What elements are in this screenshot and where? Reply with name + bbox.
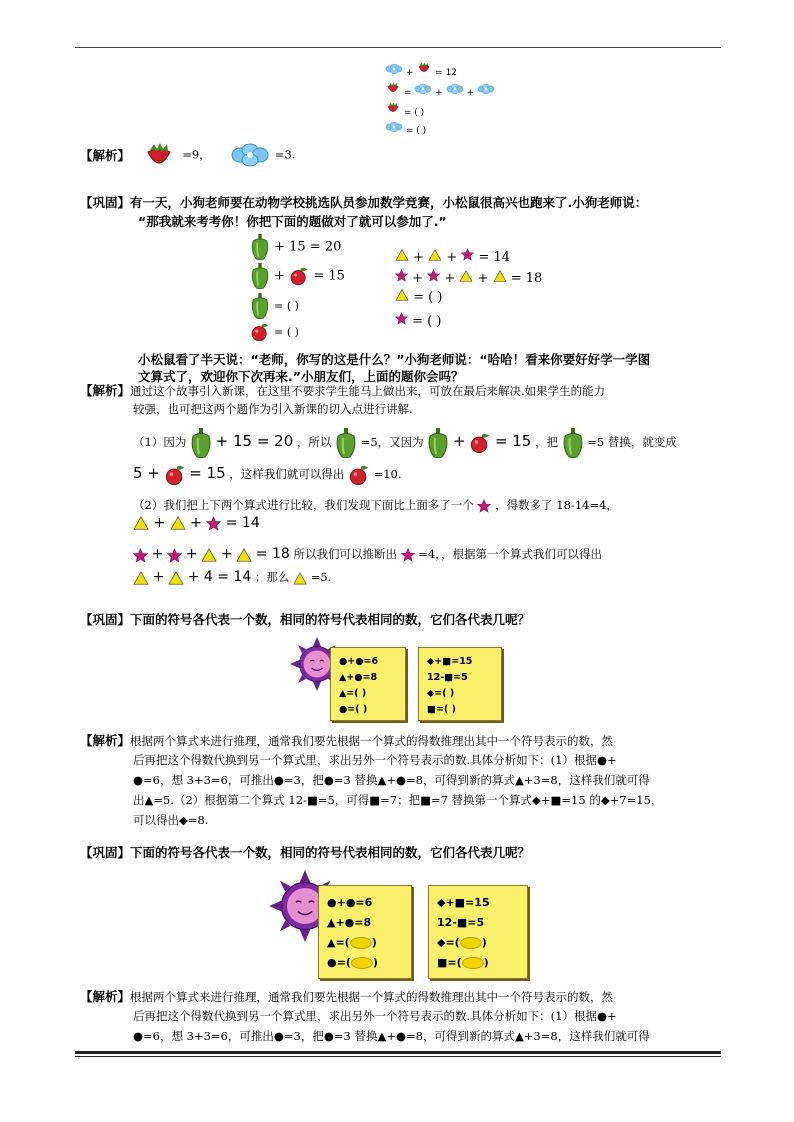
triangle-icon	[459, 270, 473, 282]
puzzle-card-1	[330, 647, 406, 721]
solution-text: =10.	[373, 467, 402, 481]
solution-text: 根据两个算式来进行推理，通常我们要先根据一个算式的得数推理出其中一个符号表示的数，然	[130, 734, 614, 748]
solution-step-2d	[133, 567, 331, 588]
answer-blank: = ( )	[274, 299, 299, 313]
solution-text: ，所以	[296, 435, 332, 449]
triangle-icon	[428, 249, 442, 261]
solution-text: 后再把这个得数代换到另一个算式里，求出另外一个符号表示的数.具体分析如下：(1）根据●+	[133, 1009, 617, 1023]
triangle-icon	[493, 270, 507, 282]
star-icon	[477, 499, 491, 513]
strawberry-icon	[416, 61, 432, 75]
solution-line	[133, 399, 413, 420]
solution-text: （2）我们把上下两个算式进行比较，我们发现下面比上面多了一个	[133, 498, 474, 512]
triangle-icon	[395, 249, 409, 261]
header-eq-line-4	[385, 121, 426, 136]
solution-line	[133, 770, 650, 791]
card-equation: ▲=( )	[339, 688, 367, 699]
pepper-icon	[427, 428, 449, 458]
header-rule	[75, 47, 721, 48]
answer-oval	[462, 957, 484, 969]
solution-text: ，把	[534, 435, 558, 449]
solution-line	[133, 750, 617, 771]
triangle-icon	[133, 516, 149, 530]
solution-text: 通过这个故事引入新课，在这里不要求学生能马上做出来，可放在最后来解决.如果学生的能力	[130, 384, 606, 398]
card-equation-blank	[437, 936, 487, 949]
equation-text: = 14	[478, 250, 511, 265]
question-text: 下面的符号各代表一个数，相同的符号代表相同的数，它们各代表几呢？	[130, 845, 531, 860]
equation-text: + 15 = 20	[274, 239, 342, 255]
plus-sign: +	[435, 88, 443, 98]
solution-text: （1）因为	[133, 435, 187, 449]
card-equation: ●=(	[327, 956, 351, 969]
question-line	[80, 843, 530, 861]
plus-sign: +	[220, 546, 233, 562]
triangle-icon	[293, 572, 307, 585]
plus-sign: +	[190, 515, 202, 531]
solution-text: =5.	[310, 570, 332, 584]
answer-oval	[350, 937, 372, 949]
triangle-icon	[133, 571, 149, 585]
answer-blank: = ( )	[413, 290, 443, 305]
question-line	[80, 610, 530, 628]
plus-sign: +	[444, 271, 456, 286]
question-text: 文算式了，欢迎你下次再来.”小朋友们，上面的题你会吗？	[138, 369, 464, 384]
solution-step-2b	[133, 515, 260, 531]
flower-icon	[385, 63, 403, 75]
plus-sign: +	[477, 271, 489, 286]
solution-text: 后再把这个得数代换到另一个算式里，求出另外一个符号表示的数.具体分析如下：(1）根据●+	[133, 753, 617, 767]
card-equation: ▲+●=8	[339, 672, 378, 683]
pepper-eq-2	[250, 263, 345, 289]
equation-text: + 15 = 20	[215, 432, 294, 450]
solution-text: ，得数多了 18-14=4，	[495, 498, 618, 512]
equation-text: = 18	[510, 271, 543, 286]
puzzle-card-2	[418, 647, 502, 721]
card-equation: ◆+■=15	[427, 656, 473, 667]
solution-text: ●=6，想 3+3=6，可推出●=3，把●=3 替换▲+●=8，可得到新的算式▲+3=8，这样我们就可得	[133, 1029, 650, 1043]
question-text: “那我就来考考你！你把下面的题做对了就可以参加了.”	[138, 214, 447, 229]
equation-text: + 4 = 14	[187, 569, 252, 585]
header-eq-line-1	[385, 61, 457, 78]
solution-step-1b	[133, 463, 402, 486]
answer-blank: = ( )	[405, 126, 427, 136]
question-line	[80, 193, 647, 211]
flower-icon	[385, 121, 403, 133]
radish-icon	[164, 464, 186, 486]
equation-text: = 15	[494, 432, 532, 450]
solution-line	[133, 1006, 617, 1027]
radish-icon	[469, 432, 491, 454]
solution-text: 较强，也可把这两个题作为引入新课的切入点进行讲解.	[133, 402, 413, 416]
plus-sign: +	[412, 271, 424, 286]
plus-sign: +	[153, 515, 166, 531]
solution-step-2c	[133, 544, 602, 565]
solution-line	[133, 790, 662, 811]
answer-oval	[351, 957, 373, 969]
strawberry-icon	[385, 81, 401, 95]
solution-line	[80, 986, 613, 1008]
card-equation: ▲+●=8	[327, 916, 372, 929]
equation-text: 5 +	[133, 464, 160, 482]
equation-text: = 15	[313, 268, 345, 284]
solution-text: 可以得出◆=8.	[133, 813, 209, 827]
question-text: 下面的符号各代表一个数，相同的符号代表相同的数，它们各代表几呢？	[130, 612, 531, 627]
triangle-icon	[236, 548, 252, 562]
solution-text: 根据两个算式来进行推理，通常我们要先根据一个算式的得数推理出其中一个符号表示的数，然	[130, 990, 614, 1004]
solution-text: ；那么	[254, 570, 290, 584]
card-equation: ◆=(	[437, 936, 460, 949]
answer-blank: = ( )	[403, 108, 425, 118]
plus-sign: +	[466, 88, 475, 98]
shape-eq-3	[395, 289, 442, 305]
radish-icon	[289, 266, 309, 286]
equation-result: = 12	[435, 68, 458, 78]
puzzle-card-1	[318, 885, 412, 979]
question-text: 有一天，小狗老师要在动物学校挑选队员参加数学竞赛，小松鼠很高兴也跑来了.小狗老师说：	[130, 195, 648, 210]
footer-rule-thin	[75, 1056, 721, 1057]
solution-step-1a	[133, 428, 677, 458]
card-equation: ▲=(	[327, 936, 350, 949]
equation-text: = 18	[255, 546, 290, 562]
card-equation-blank	[327, 956, 378, 969]
card-equation: ■=( )	[427, 704, 456, 715]
shape-eq-1	[395, 248, 510, 265]
card-equation: 12-■=5	[437, 916, 485, 929]
plus-sign: +	[151, 546, 164, 562]
flower-icon	[477, 83, 495, 95]
shape-eq-2	[395, 269, 542, 286]
card-equation-blank	[327, 936, 377, 949]
flower-icon	[446, 83, 464, 95]
flower-icon	[230, 142, 270, 168]
solution-tag: 【解析】	[80, 383, 131, 398]
plus-sign: +	[405, 68, 414, 78]
paren-close: )	[372, 956, 378, 969]
solution-text: 出▲=5.（2）根据第二个算式 12-■=5，可得■=7；把■=7 替换第一个算式◆+■=15 的◆+7=15，	[133, 793, 663, 807]
card-equation: ◆+■=15	[437, 896, 490, 909]
solution-1	[80, 140, 295, 170]
solution-text: ●=6，想 3+3=6，可推出●=3，把●=3 替换▲+●=8，可得到新的算式▲+3=8，这样我们就可得	[133, 773, 650, 787]
paren-close: )	[481, 936, 487, 949]
star-icon	[167, 548, 182, 563]
plus-sign: +	[446, 250, 458, 265]
solution-text: =4，，根据第一个算式我们可以得出	[418, 547, 602, 561]
pepper-icon	[190, 428, 212, 458]
star-icon	[395, 312, 408, 325]
solution-step-2a	[133, 495, 618, 516]
pepper-icon	[250, 234, 270, 260]
question-tag: 【巩固】	[80, 195, 131, 210]
triangle-icon	[201, 548, 217, 562]
star-icon	[427, 269, 440, 282]
radish-icon	[348, 464, 370, 486]
triangle-icon	[395, 289, 409, 301]
star-icon	[206, 516, 221, 531]
pepper-eq-3	[250, 293, 299, 319]
question-tag: 【巩固】	[80, 845, 131, 860]
radish-eq	[250, 322, 299, 342]
pepper-icon	[250, 293, 270, 319]
pepper-icon	[250, 263, 270, 289]
solution-tag: 【解析】	[80, 989, 131, 1004]
shape-eq-4	[395, 312, 441, 329]
header-eq-line-2	[385, 81, 495, 98]
star-icon	[395, 269, 408, 282]
flower-icon	[414, 83, 432, 95]
header-eq-line-3	[385, 101, 424, 118]
card-equation: 12-■=5	[427, 672, 468, 683]
equals-sign: =	[403, 88, 412, 98]
solution-line	[80, 730, 613, 752]
pepper-icon	[562, 428, 584, 458]
card-equation: ■=(	[437, 956, 462, 969]
answer-blank: = ( )	[412, 314, 442, 329]
card-equation: ◆=( )	[427, 688, 455, 699]
solution-tag: 【解析】	[80, 733, 131, 748]
strawberry-icon	[385, 101, 401, 115]
question-tag: 【巩固】	[80, 612, 131, 627]
pepper-icon	[335, 428, 357, 458]
question-line	[138, 350, 650, 368]
solution-line	[133, 810, 208, 831]
equation-text: = 14	[225, 515, 260, 531]
paren-close: )	[483, 956, 489, 969]
paren-close: )	[371, 936, 377, 949]
solution-tag: 【解析】	[80, 148, 131, 163]
solution-text: =5 替换，就变成	[587, 435, 677, 449]
star-icon	[133, 548, 148, 563]
card-equation: ●+●=6	[339, 656, 379, 667]
question-text: 小松鼠看了半天说：“老师，你写的这是什么？”小狗老师说：“哈哈！看来你要好好学一学图	[138, 352, 651, 367]
plus-sign: +	[152, 569, 165, 585]
star-icon	[461, 248, 474, 261]
equation-text: = 15	[189, 464, 226, 482]
strawberry-icon	[141, 140, 177, 170]
pepper-eq-1	[250, 234, 341, 260]
plus-sign: +	[185, 546, 198, 562]
footer-rule-thick	[75, 1051, 721, 1054]
flower-value: =3.	[274, 147, 296, 162]
plus-sign: +	[453, 432, 466, 450]
triangle-icon	[170, 516, 186, 530]
puzzle-card-2	[428, 885, 528, 979]
card-equation: ●=( )	[339, 704, 368, 715]
solution-text: 所以我们可以推断出	[293, 547, 397, 561]
solution-line	[133, 1026, 650, 1047]
card-equation-blank	[437, 956, 489, 969]
solution-text: =5，又因为	[360, 435, 424, 449]
answer-oval	[460, 937, 482, 949]
star-icon	[401, 548, 415, 562]
strawberry-value: =9，	[182, 147, 211, 162]
solution-text: ，这样我们就可以得出	[229, 467, 345, 481]
card-equation: ●+●=6	[327, 896, 373, 909]
radish-icon	[250, 322, 270, 342]
answer-blank: = ( )	[274, 325, 299, 339]
question-line	[138, 212, 447, 230]
plus-sign: +	[274, 268, 286, 284]
triangle-icon	[168, 571, 184, 585]
plus-sign: +	[413, 250, 425, 265]
